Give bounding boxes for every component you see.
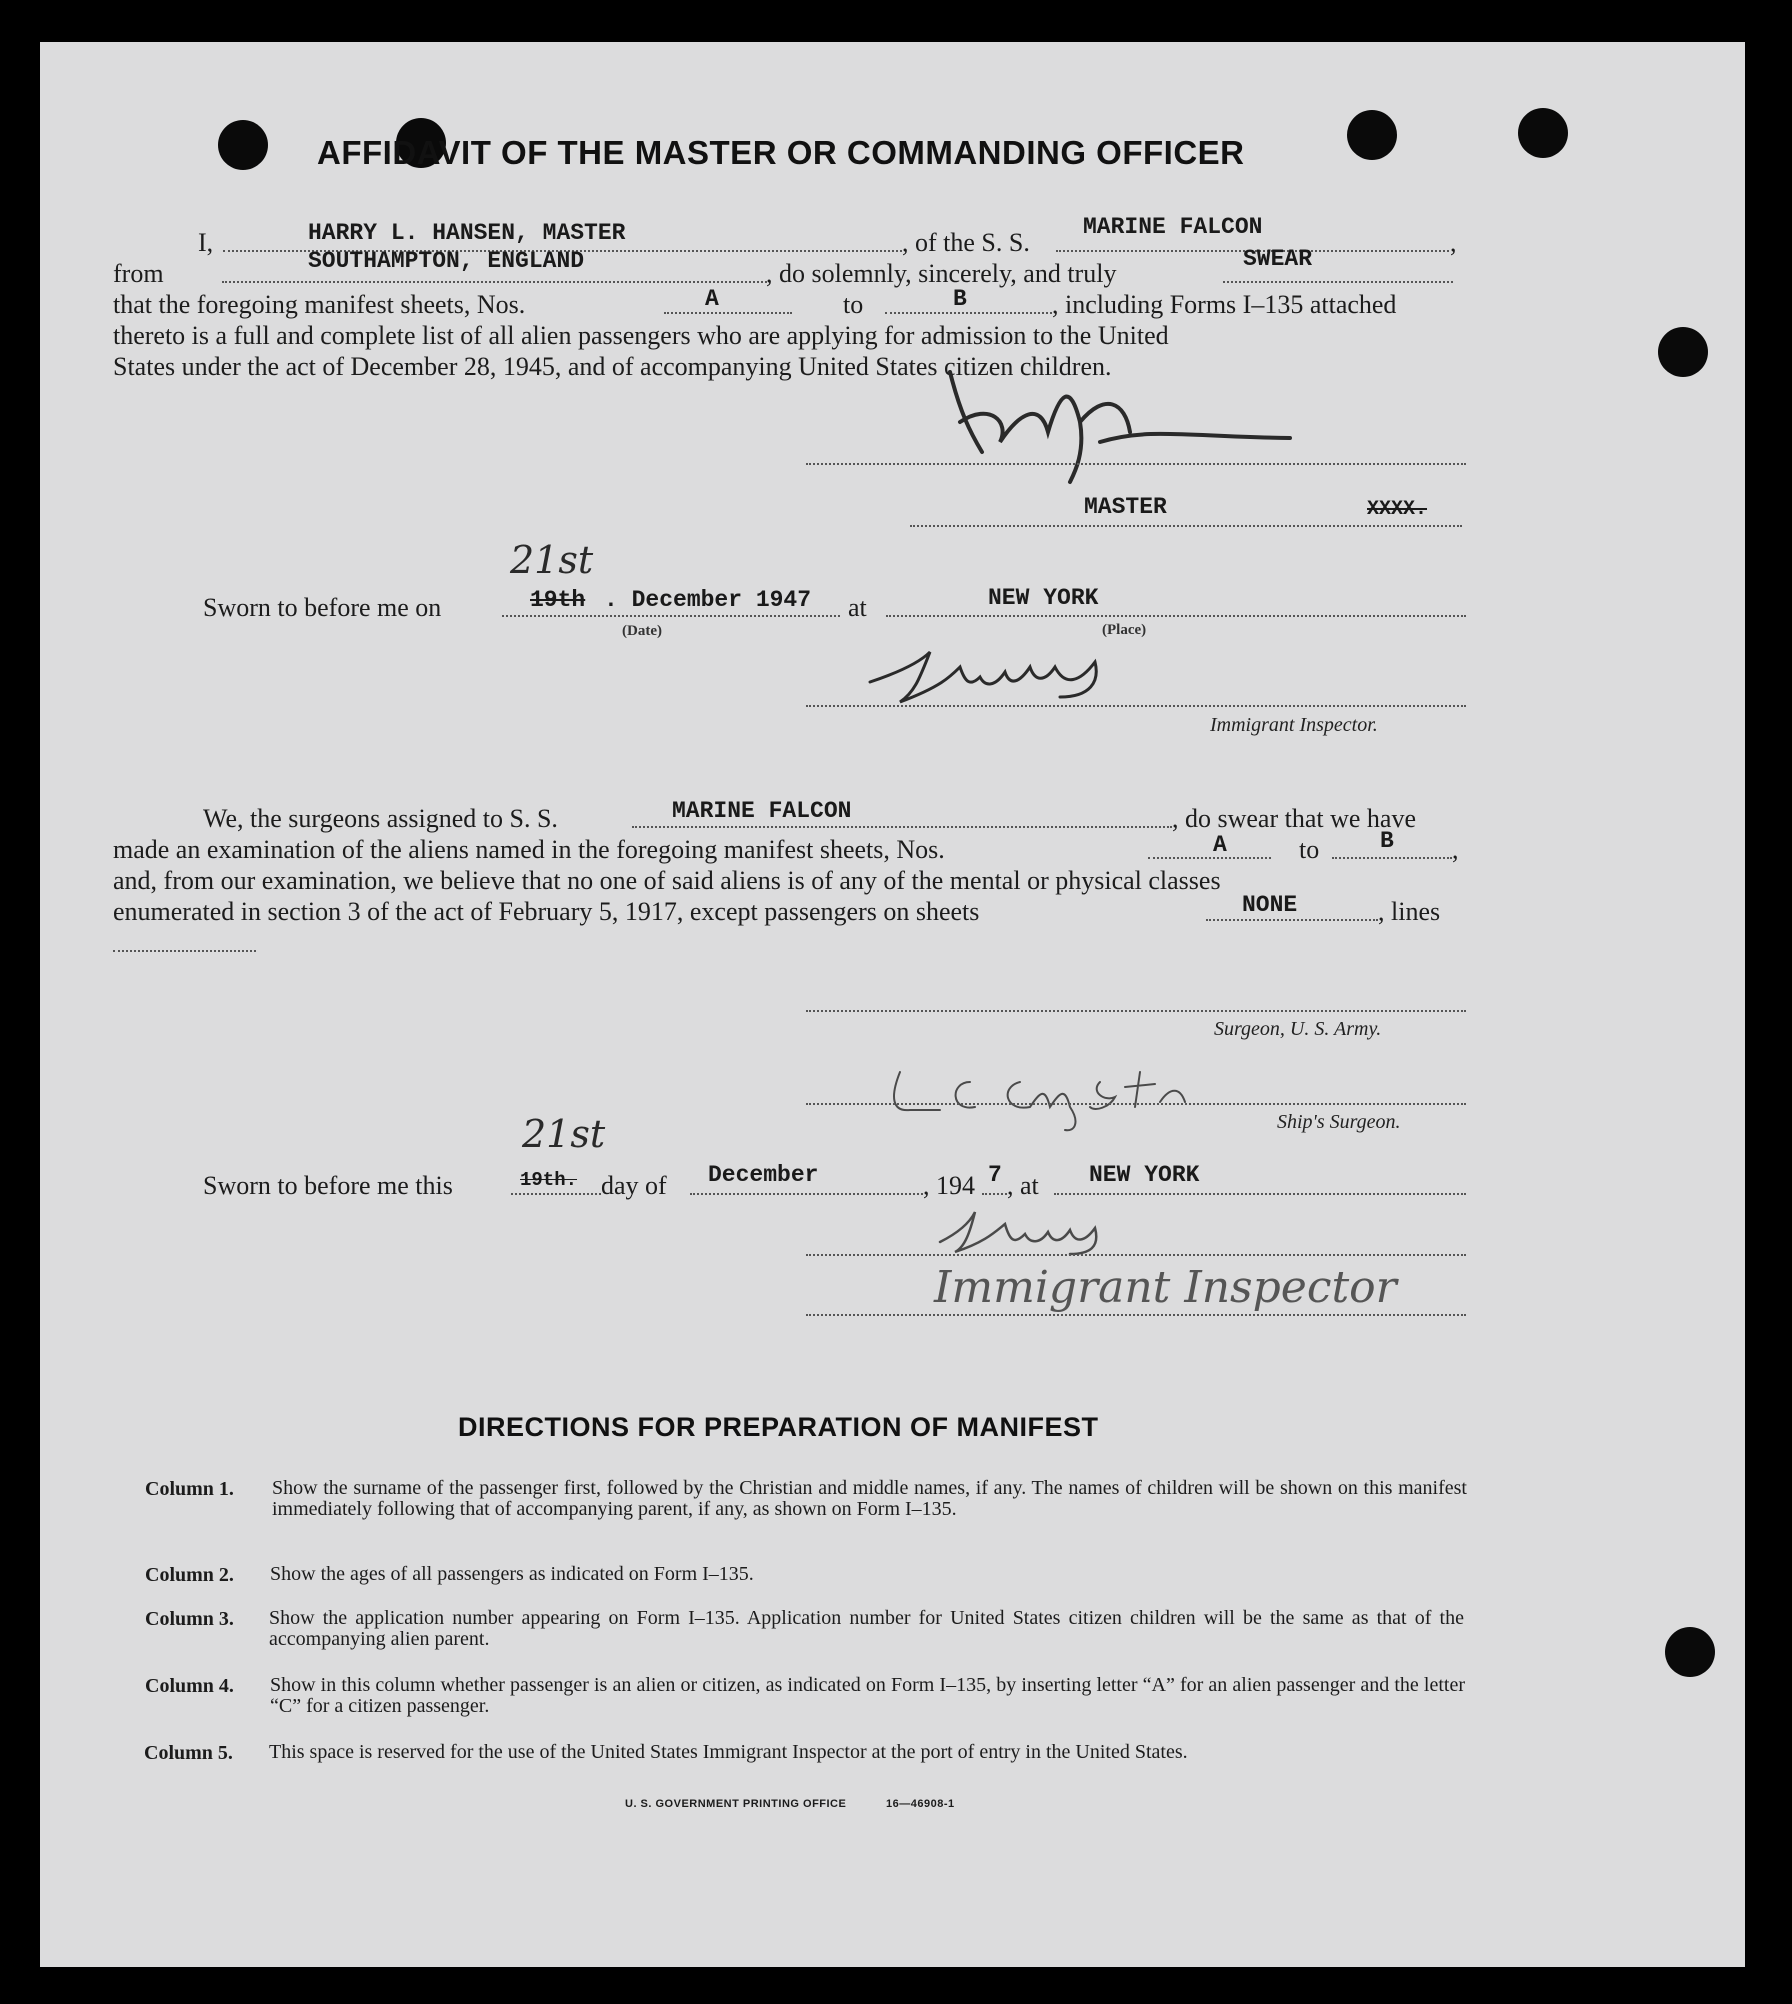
word-of-ss: , of the S. S. [902, 228, 1030, 257]
ship-surgeon-signature [880, 1052, 1260, 1132]
blank-line [1206, 919, 1378, 921]
original-day: 19th [530, 587, 586, 613]
surgeon-original-day: 19th. [520, 1169, 578, 1191]
place-caption: (Place) [1102, 622, 1147, 638]
word-from: from [113, 259, 164, 288]
blank-line [982, 1193, 1007, 1195]
title-line [910, 525, 1462, 527]
page-title: AFFIDAVIT OF THE MASTER OR COMMANDING OFFICER [317, 134, 1245, 171]
word-at: at [848, 593, 867, 622]
inspector-signature [920, 1202, 1140, 1262]
oath-word: SWEAR [1243, 246, 1313, 272]
handwritten-inspector-title: Immigrant Inspector [934, 1262, 1397, 1313]
blank-line [690, 1193, 923, 1195]
punch-hole [1665, 1627, 1715, 1677]
sheet-to: B [953, 286, 967, 312]
comma: , [1450, 228, 1457, 257]
word-including: , including Forms I–135 attached [1052, 290, 1397, 319]
affidavit-line: and, from our examination, we believe that no one of said aliens is of any of the mental or physical classes [113, 866, 1221, 895]
surgeon-sworn-place: NEW YORK [1089, 1162, 1200, 1188]
word-do-swear: , do swear that we have [1172, 804, 1417, 833]
document-page [40, 42, 1745, 1967]
surgeon-sheet-from: A [1213, 832, 1227, 858]
word-to: to [843, 290, 864, 319]
blank-line [1054, 1193, 1466, 1195]
signature-line [806, 1010, 1466, 1012]
blank-line [113, 950, 256, 952]
word-at: , at [1007, 1171, 1039, 1200]
blank-line [886, 615, 1466, 617]
column-instruction: Show the ages of all passengers as indicated on Form I–135. [270, 1563, 754, 1585]
word-sworn: Sworn to before me this [203, 1171, 453, 1200]
exception-sheets: NONE [1242, 892, 1298, 918]
blank-line [1332, 857, 1452, 859]
punch-hole [1347, 110, 1397, 160]
form-number: 16—46908-1 [886, 1798, 955, 1810]
ship-name: MARINE FALCON [1083, 214, 1263, 240]
inspector-signature [860, 632, 1120, 712]
column-label: Column 1. [145, 1478, 234, 1500]
surgeon-corrected-day: 21st [522, 1112, 606, 1156]
blank-line [632, 826, 1172, 828]
struck-title: XXXX. [1367, 498, 1428, 521]
word-enumerated: enumerated in section 3 of the act of February 5, 1917, except passengers on sheets [113, 897, 980, 926]
printer-imprint: U. S. GOVERNMENT PRINTING OFFICE [625, 1798, 847, 1810]
blank-line [664, 312, 792, 314]
signature-line [806, 1254, 1466, 1256]
corrected-day: 21st [510, 538, 594, 582]
blank-line [502, 615, 840, 617]
signature-line [806, 705, 1466, 707]
inspector-title: Immigrant Inspector. [1210, 714, 1378, 736]
signature-line [806, 1103, 1466, 1105]
word-to: to [1299, 835, 1320, 864]
affidavit-line: States under the act of December 28, 1945, and of accompanying United States citizen children. [113, 352, 1112, 381]
column-instruction: Show the application number appearing on Form I–135. Application number for United States citizen children will be the same as that of the accompanying alien parent. [269, 1607, 1464, 1650]
column-label: Column 3. [145, 1608, 234, 1630]
column-instruction: This space is reserved for the use of the United States Immigrant Inspector at the port of entry in the United States. [269, 1741, 1188, 1763]
blank-line [1223, 281, 1453, 283]
column-instruction: Show the surname of the passenger first, followed by the Christian and middle names, if any. The names of children will be shown on this manifest immediately following that of accompanying parent, if any, as shown on Form I–135. [272, 1477, 1467, 1520]
blank-line [222, 281, 767, 283]
word-we: We, the surgeons assigned to S. S. [203, 804, 558, 833]
column-label: Column 2. [145, 1564, 234, 1586]
word-194: , 194 [923, 1171, 975, 1200]
blank-line [511, 1193, 601, 1195]
blank-line [885, 312, 1052, 314]
sworn-statement: Sworn to before me on [203, 593, 442, 622]
column-label: Column 5. [144, 1742, 233, 1764]
surgeon-ship-name: MARINE FALCON [672, 798, 852, 824]
punch-hole [1518, 108, 1568, 158]
ships-surgeon-title: Ship's Surgeon. [1277, 1111, 1401, 1133]
punch-hole [1658, 327, 1708, 377]
word-solemnly: , do solemnly, sincerely, and truly [766, 259, 1117, 288]
army-surgeon-title: Surgeon, U. S. Army. [1214, 1018, 1382, 1040]
directions-heading: DIRECTIONS FOR PREPARATION OF MANIFEST [458, 1412, 1099, 1442]
signature-line [806, 463, 1466, 465]
signer-title: MASTER [1084, 494, 1167, 520]
sworn-year-digit: 7 [988, 1162, 1002, 1188]
sworn-date: . December 1947 [604, 587, 812, 613]
punch-hole [218, 120, 268, 170]
column-instruction: Show in this column whether passenger is an alien or citizen, as indicated on Form I–135, by inserting letter “A” for an alien passenger and the letter “C” for a citizen passenger. [270, 1674, 1465, 1717]
sheet-from: A [705, 286, 719, 312]
affidavit-line: thereto is a full and complete list of all alien passengers who are applying for admission to the United [113, 321, 1169, 350]
word-made: made an examination of the aliens named in the foregoing manifest sheets, Nos. [113, 835, 945, 864]
master-name: HARRY L. HANSEN, MASTER [308, 220, 626, 246]
surgeon-sheet-to: B [1380, 828, 1394, 854]
date-caption: (Date) [622, 623, 662, 639]
sworn-place: NEW YORK [988, 585, 1099, 611]
word-lines: , lines [1378, 897, 1441, 926]
departure-port: SOUTHAMPTON, ENGLAND [308, 248, 585, 274]
column-label: Column 4. [145, 1675, 234, 1697]
signature-line [806, 1314, 1466, 1316]
word-day-of: day of [601, 1171, 667, 1200]
word-manifest: that the foregoing manifest sheets, Nos. [113, 290, 526, 319]
sworn-month: December [708, 1162, 819, 1188]
word-i: I, [198, 228, 214, 257]
blank-line [1148, 857, 1271, 859]
comma: , [1452, 835, 1459, 864]
